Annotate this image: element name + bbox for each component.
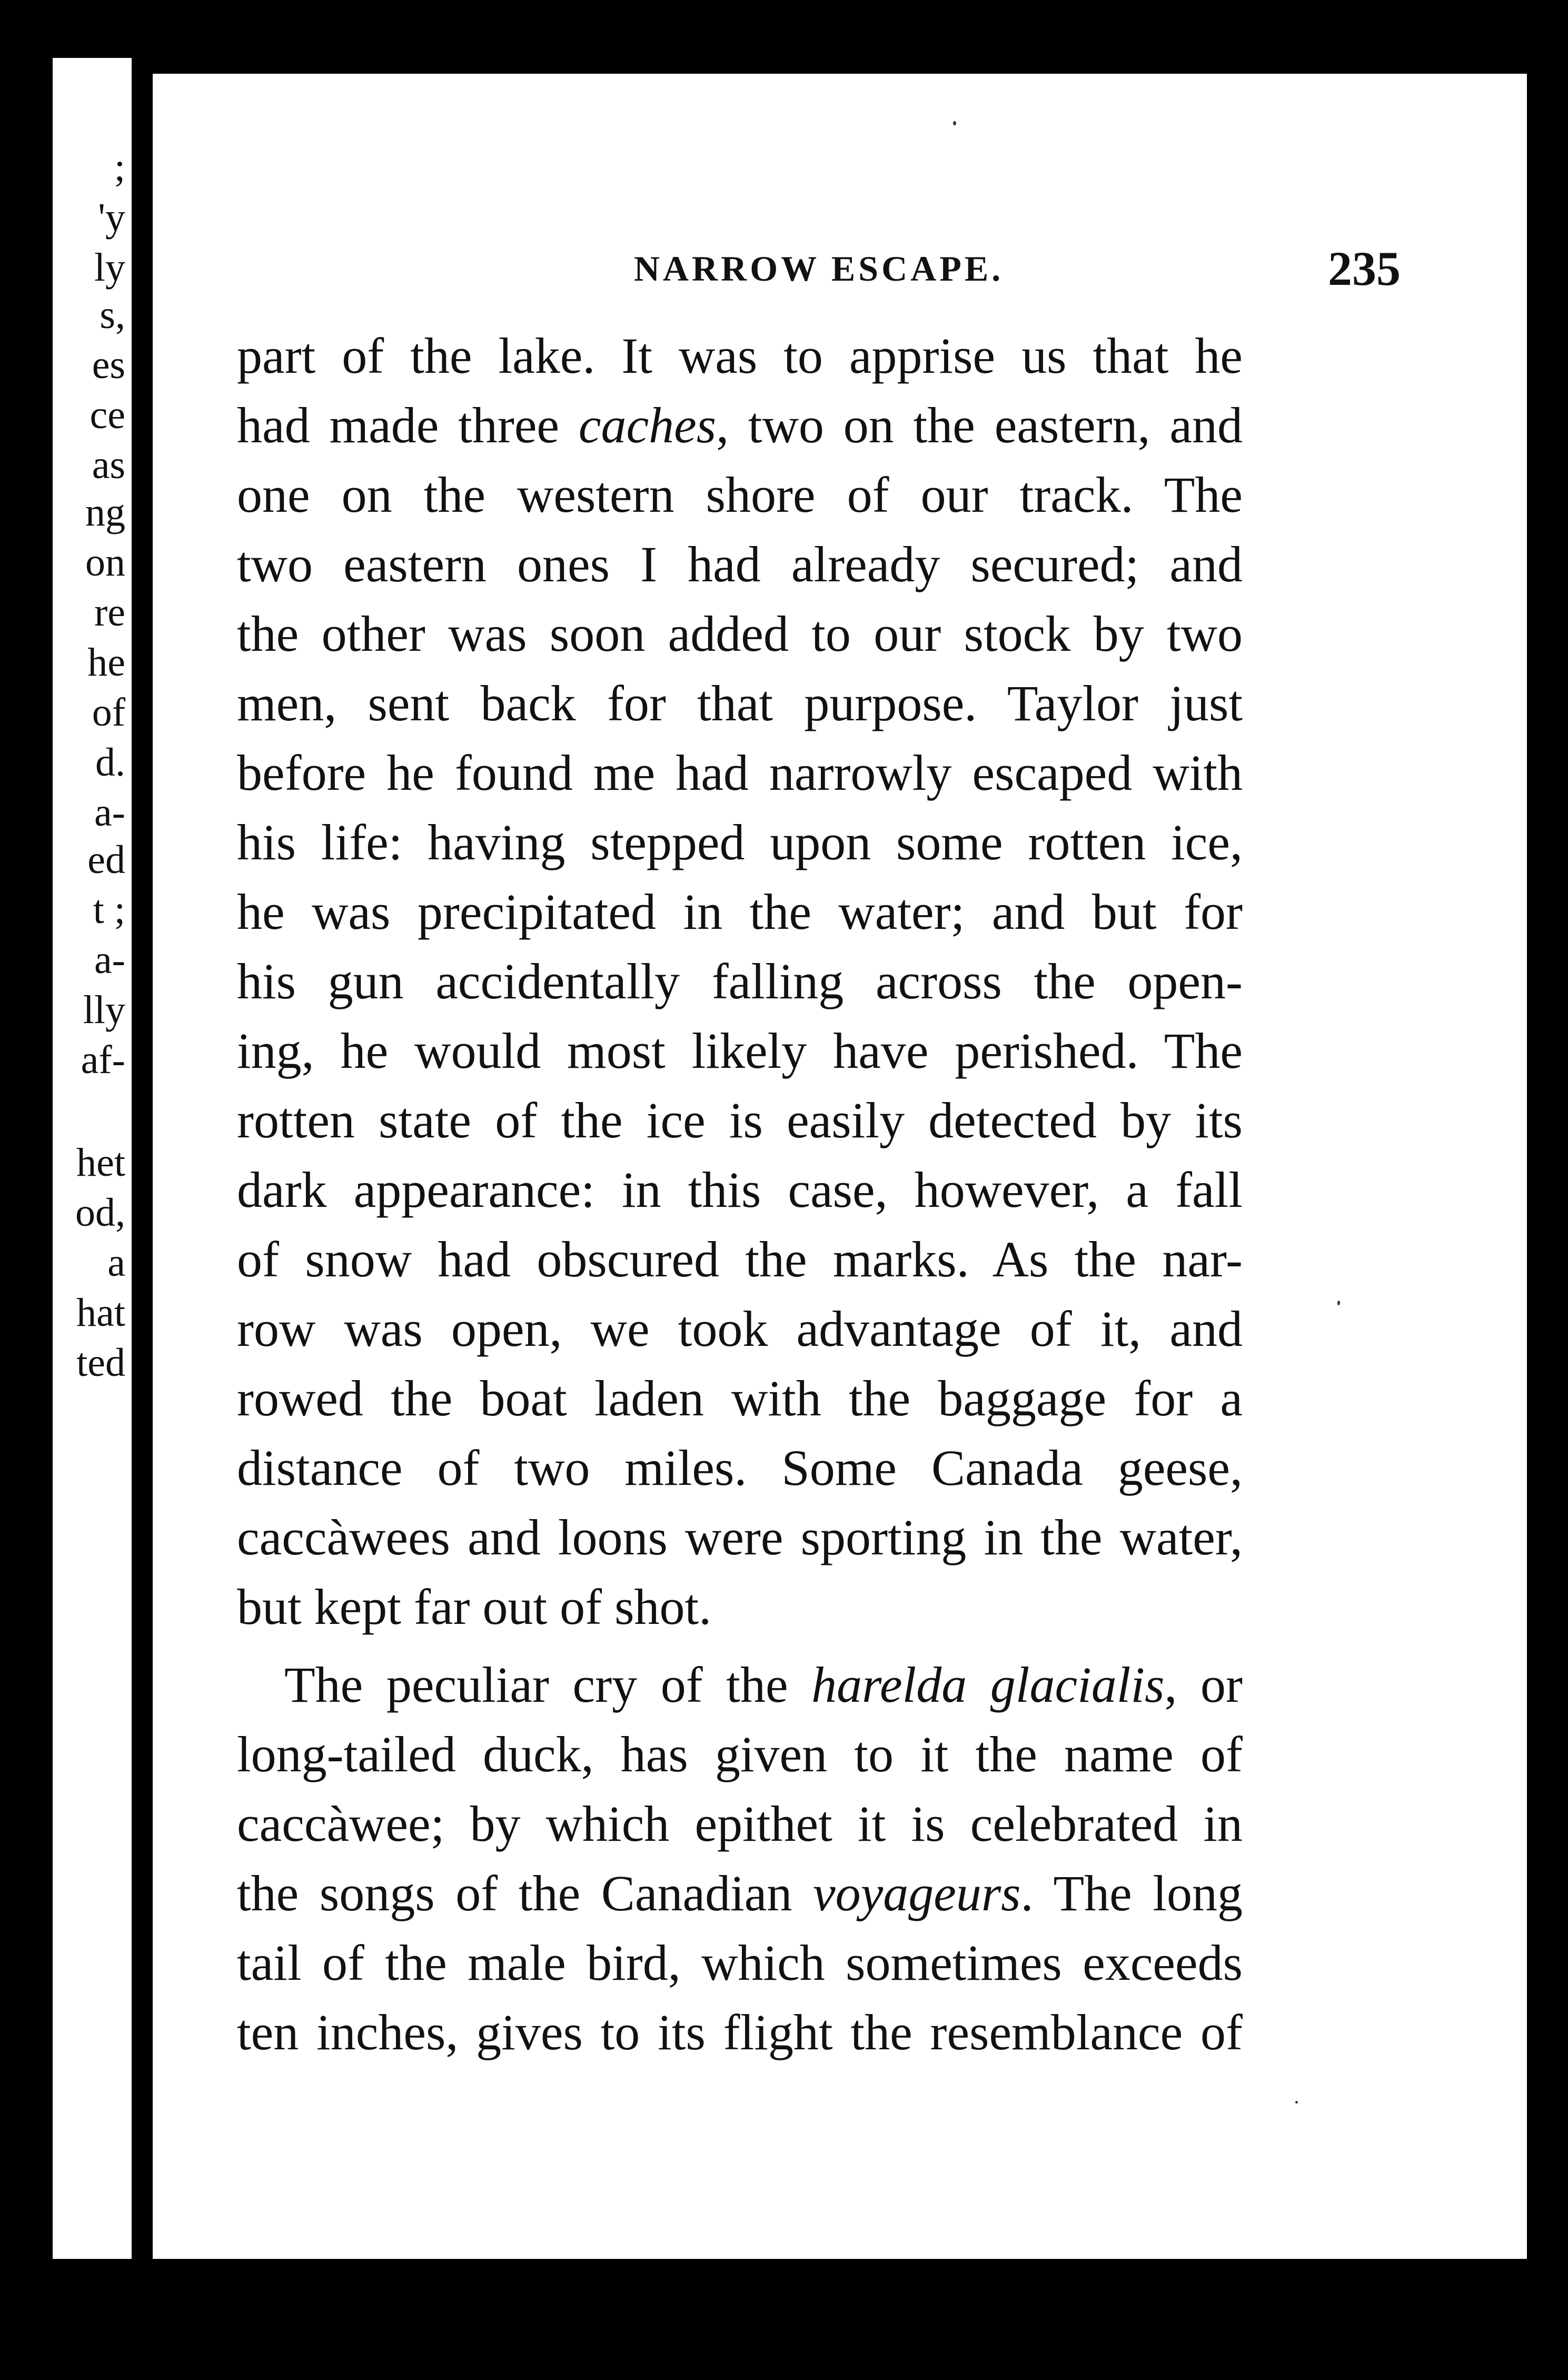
text-line: men, sent back for that purpose. Taylor just	[237, 675, 1243, 731]
speck	[1337, 1301, 1340, 1305]
text-line: one on the western shore of our track. The	[237, 467, 1243, 523]
previous-page-fragment: od,	[75, 1191, 125, 1235]
text-line: row was open, we took advantage of it, and	[237, 1301, 1243, 1357]
text-line: before he found me had narrowly escaped with	[237, 745, 1243, 801]
previous-page-fragment: 'y	[98, 195, 125, 240]
text-line: his gun accidentally falling across the open-	[237, 953, 1243, 1009]
previous-page-fragment: ng	[85, 490, 125, 534]
previous-page-fragment: ;	[114, 145, 125, 190]
text-line: of snow had obscured the marks. As the nar-	[237, 1231, 1243, 1287]
previous-page-fragment: ted	[76, 1341, 125, 1385]
previous-page-fragment: s,	[100, 293, 125, 337]
previous-page-fragment: as	[92, 443, 125, 487]
previous-page-fragment: a-	[94, 938, 125, 982]
text-line: had made three caches, two on the eastern, and	[237, 397, 1243, 453]
book-page	[153, 74, 1511, 2259]
text-line: distance of two miles. Some Canada geese,	[237, 1440, 1243, 1496]
text-line: rotten state of the ice is easily detected by its	[237, 1092, 1243, 1148]
previous-page-fragment: on	[85, 540, 125, 584]
text-line: he was precipitated in the water; and but for	[237, 884, 1243, 940]
paragraph-gap	[237, 1642, 1243, 1650]
text-line: his life: having stepped upon some rotten ice,	[237, 814, 1243, 870]
speck	[953, 121, 956, 125]
previous-page-fragment: he	[87, 640, 125, 685]
previous-page-fragment: ed	[87, 838, 125, 882]
previous-page-fragment: d.	[95, 740, 125, 785]
previous-page-fragment: ce	[90, 393, 125, 437]
previous-page-fragment: af-	[81, 1038, 125, 1082]
text-line: caccàwees and loons were sporting in the water,	[237, 1509, 1243, 1565]
text-line: ten inches, gives to its flight the resemblance of	[237, 2004, 1243, 2060]
speck	[1295, 2101, 1298, 2104]
previous-page-fragment: of	[92, 690, 125, 735]
text-line: long-tailed duck, has given to it the name of	[237, 1726, 1243, 1782]
running-head-title: NARROW ESCAPE.	[633, 249, 1004, 289]
previous-page-fragment: hat	[76, 1291, 125, 1335]
text-line: ing, he would most likely have perished. The	[237, 1023, 1243, 1079]
previous-page-fragment: a-	[94, 790, 125, 835]
text-line: part of the lake. It was to apprise us that he	[237, 328, 1243, 384]
previous-page-fragment: lly	[83, 988, 125, 1032]
previous-page-fragment: t ;	[93, 888, 125, 932]
previous-page-fragment: es	[92, 343, 125, 387]
text-line: rowed the boat laden with the baggage for a	[237, 1370, 1243, 1426]
previous-page-edge	[53, 58, 132, 2259]
text-line: The peculiar cry of the harelda glacialis, or	[284, 1657, 1243, 1713]
running-head	[237, 237, 1401, 300]
previous-page-fragment: het	[76, 1141, 125, 1185]
body-text	[237, 321, 1243, 2067]
previous-page-fragment: a	[107, 1241, 125, 1285]
text-line: caccàwee; by which epithet it is celebrated in	[237, 1796, 1243, 1852]
page-number: 235	[1328, 242, 1401, 295]
text-line: two eastern ones I had already secured; and	[237, 536, 1243, 592]
text-line: the songs of the Canadian voyageurs. The long	[237, 1865, 1243, 1921]
text-line: tail of the male bird, which sometimes exceeds	[237, 1935, 1243, 1991]
text-line: the other was soon added to our stock by two	[237, 606, 1243, 662]
previous-page-fragment: re	[94, 590, 125, 634]
text-line: but kept far out of shot.	[237, 1579, 712, 1635]
page-edge-right	[1511, 74, 1527, 2259]
previous-page-fragment: ly	[94, 245, 125, 290]
text-line: dark appearance: in this case, however, a fall	[237, 1162, 1243, 1218]
